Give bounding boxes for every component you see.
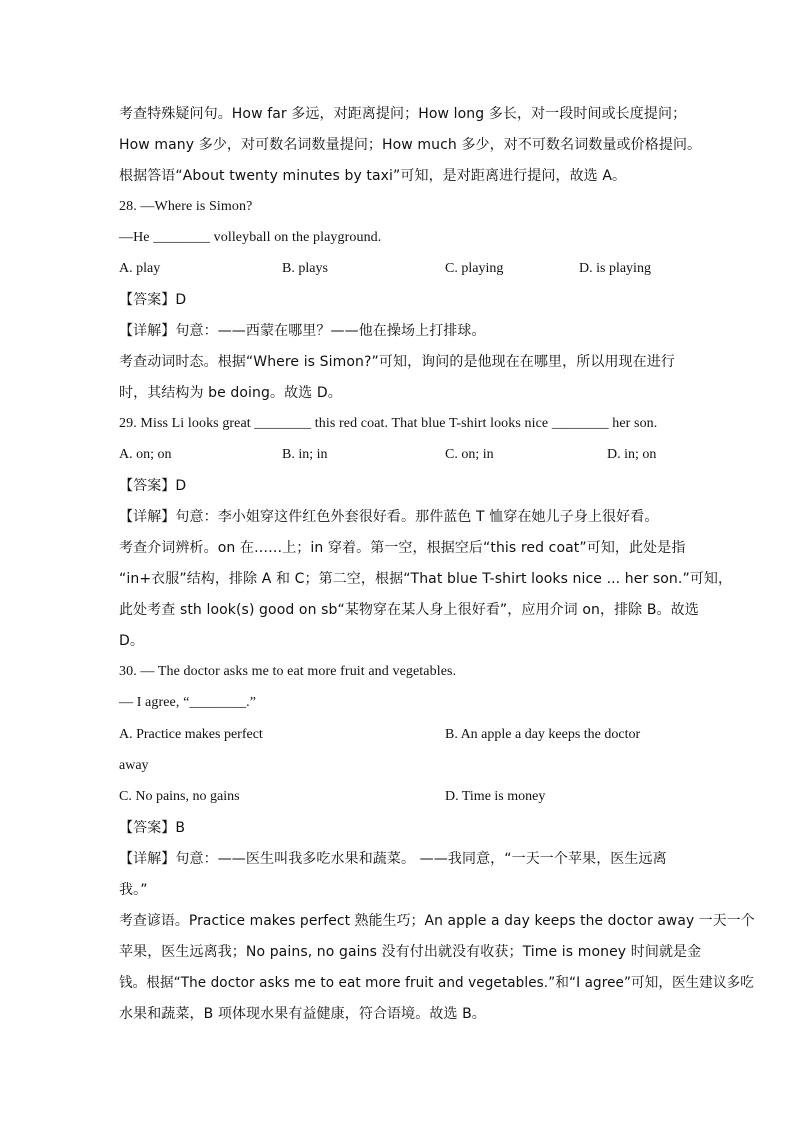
q30-detail: 【详解】句意：——医生叫我多吃水果和蔬菜。 ——我同意，“一天一个苹果，医生远离: [119, 851, 667, 867]
q30-option-b-continued: away: [119, 758, 149, 773]
explanation-line: 根据答语“About twenty minutes by taxi”可知，是对距离进行提问，故选 A。: [119, 168, 627, 184]
q30-detail: 水果和蔬菜，B 项体现水果有益健康，符合语境。故选 B。: [119, 1006, 486, 1022]
q30-option-b: B. An apple a day keeps the doctor: [445, 727, 641, 742]
q29-option-c: C. on; in: [445, 447, 494, 462]
q28-detail: 【详解】句意：——西蒙在哪里？——他在操场上打排球。: [119, 323, 486, 339]
question-29-stem: 29. Miss Li looks great ________ this red coat. That blue T-shirt looks nice ________ her son.: [119, 416, 658, 431]
q29-detail: 【详解】句意：李小姐穿这件红色外套很好看。那件蓝色 T 恤穿在她儿子身上很好看。: [119, 509, 659, 525]
q30-detail: 苹果，医生远离我；No pains, no gains 没有付出就没有收获；Time is money 时间就是金: [119, 944, 702, 960]
q29-detail: D。: [119, 633, 144, 649]
q28-answer: 【答案】D: [119, 292, 187, 308]
q29-option-d: D. in; on: [607, 447, 657, 462]
q29-detail: 此处考查 sth look(s) good on sb“某物穿在某人身上很好看”，应用介词 on，排除 B。故选: [119, 602, 699, 618]
q28-detail: 时，其结构为 be doing。故选 D。: [119, 385, 342, 401]
q29-option-a: A. on; on: [119, 447, 172, 462]
explanation-line: How many 多少，对可数名词数量提问；How much 多少，对不可数名词数量或价格提问。: [119, 137, 702, 153]
explanation-line: 考查特殊疑问句。How far 多远，对距离提问；How long 多长，对一段时间或长度提问；: [119, 106, 687, 122]
q29-detail: “in+衣服”结构，排除 A 和 C；第二空，根据“That blue T-shirt looks nice ... her son.”可知，: [119, 571, 733, 587]
q28-option-c: C. playing: [445, 261, 504, 276]
q30-option-a: A. Practice makes perfect: [119, 727, 263, 742]
q30-detail: 钱。根据“The doctor asks me to eat more fruit and vegetables.”和“I agree”可知，医生建议多吃: [119, 975, 754, 991]
q30-answer: 【答案】B: [119, 820, 186, 836]
q29-answer: 【答案】D: [119, 478, 187, 494]
q29-option-b: B. in; in: [282, 447, 328, 462]
q30-detail: 我。”: [119, 882, 148, 898]
q30-option-d: D. Time is money: [445, 789, 546, 804]
q30-option-c: C. No pains, no gains: [119, 789, 240, 804]
question-30-stem: 30. — The doctor asks me to eat more fruit and vegetables.: [119, 664, 457, 679]
q30-detail: 考查谚语。Practice makes perfect 熟能生巧；An apple a day keeps the doctor away 一天一个: [119, 913, 755, 929]
q28-detail: 考查动词时态。根据“Where is Simon?”可知，询问的是他现在在哪里，所以用现在进行: [119, 354, 675, 370]
question-30-response: — I agree, “________.”: [119, 695, 257, 710]
q28-option-b: B. plays: [282, 261, 328, 276]
question-28-response: —He ________ volleyball on the playground.: [119, 230, 382, 245]
q28-option-a: A. play: [119, 261, 161, 276]
q29-detail: 考查介词辨析。on 在……上；in 穿着。第一空，根据空后“this red coat”可知，此处是指: [119, 540, 686, 556]
q28-option-d: D. is playing: [579, 261, 651, 276]
question-28-stem: 28. —Where is Simon?: [119, 199, 253, 214]
